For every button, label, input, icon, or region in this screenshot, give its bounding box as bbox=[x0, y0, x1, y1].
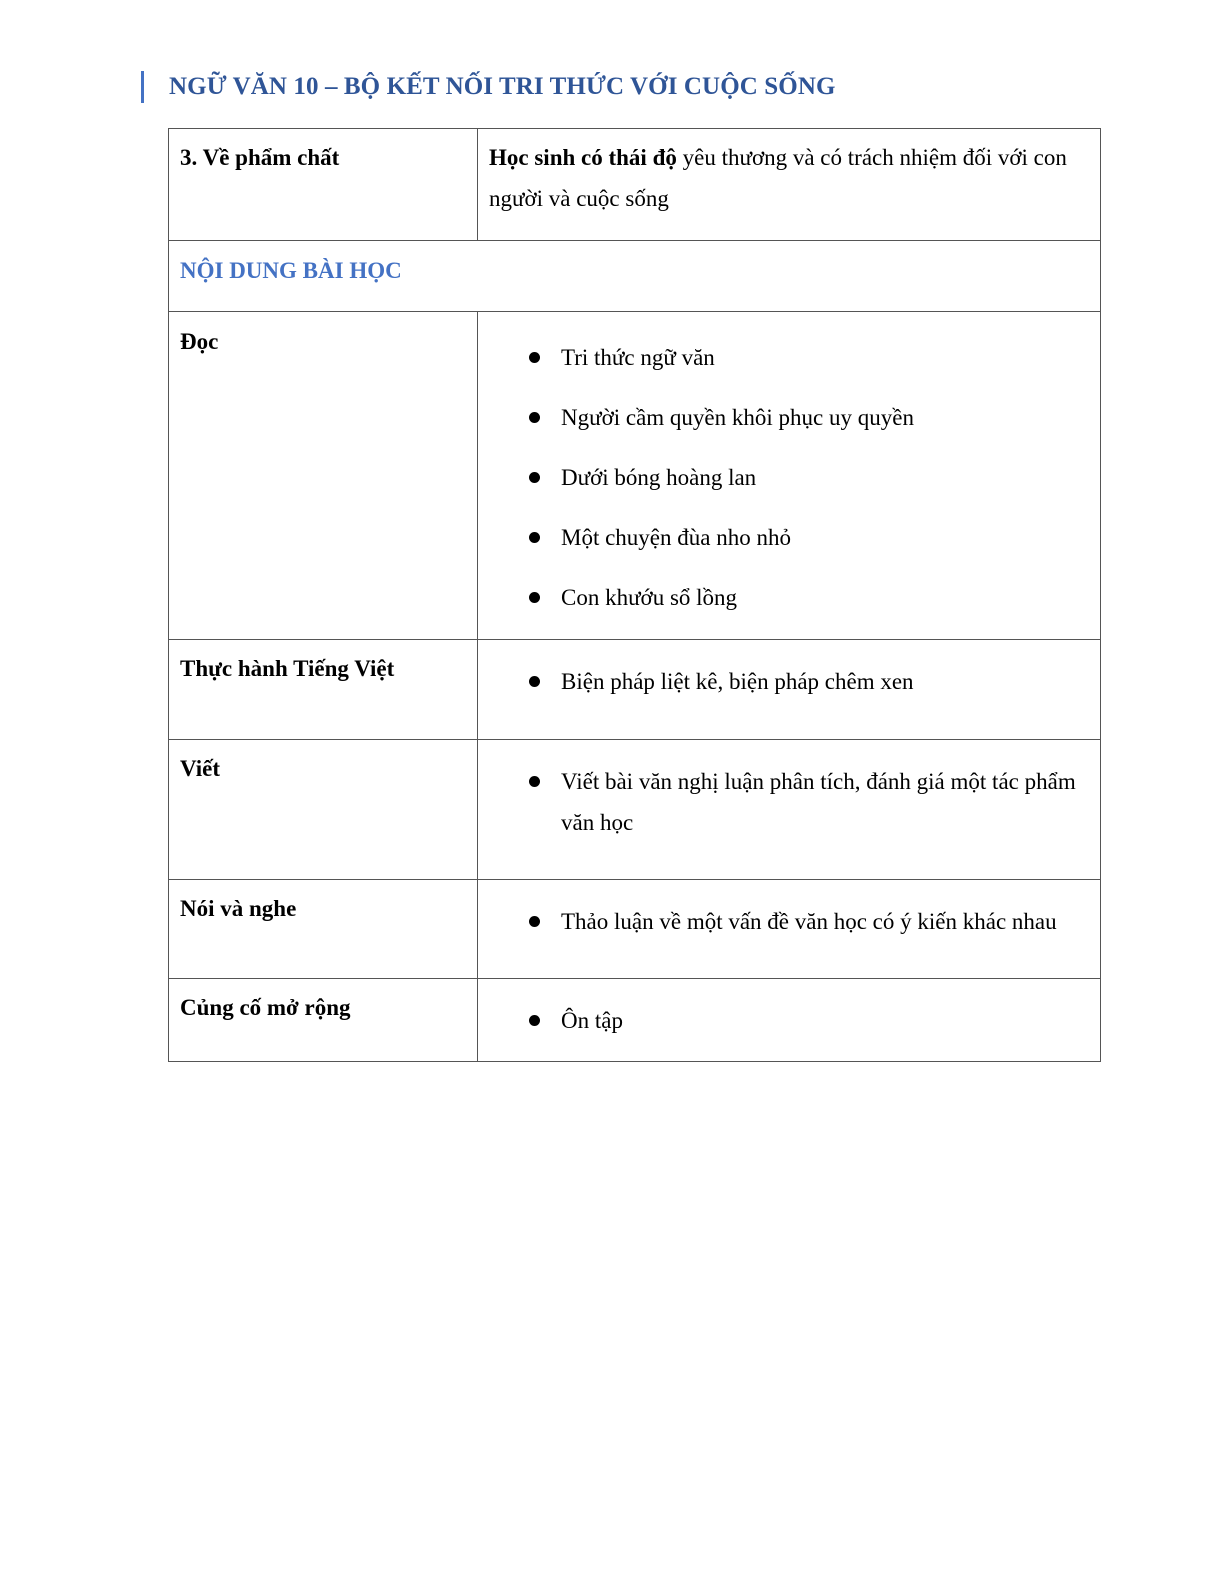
row-viet-list bbox=[489, 761, 1089, 843]
row-thuc-hanh-list bbox=[489, 661, 1089, 702]
row-viet-label-cell bbox=[169, 740, 478, 880]
row-quality-label: 3. Về phẩm chất bbox=[180, 145, 340, 170]
row-cung-co-list bbox=[489, 1000, 1089, 1041]
row-noi-nghe-label: Nói và nghe bbox=[180, 896, 297, 921]
row-cung-co-label: Củng cố mở rộng bbox=[180, 995, 351, 1020]
row-doc bbox=[169, 312, 1101, 640]
row-doc-list bbox=[489, 337, 1089, 618]
list-item: Tri thức ngữ văn bbox=[489, 337, 1089, 378]
list-item: Viết bài văn nghị luận phân tích, đánh giá một tác phẩm văn học bbox=[489, 761, 1089, 843]
row-thuc-hanh-label-cell bbox=[169, 640, 478, 740]
row-doc-label: Đọc bbox=[180, 329, 219, 354]
row-thuc-hanh bbox=[169, 640, 1101, 740]
row-cung-co-label-cell bbox=[169, 979, 478, 1062]
row-quality-content-bold: Học sinh có thái độ bbox=[489, 145, 677, 170]
list-item: Dưới bóng hoàng lan bbox=[489, 457, 1089, 498]
row-noi-nghe bbox=[169, 880, 1101, 979]
header-title: NGỮ VĂN 10 – BỘ KẾT NỐI TRI THỨC VỚI CUỘC SỐNG bbox=[169, 73, 836, 100]
page-header bbox=[141, 70, 836, 104]
list-item: Con khướu sổ lồng bbox=[489, 577, 1089, 618]
row-noi-nghe-label-cell bbox=[169, 880, 478, 979]
row-quality bbox=[169, 129, 1101, 241]
row-quality-content-rest: yêu thương và có trách nhiệm đối với con người và cuộc sống bbox=[489, 145, 1067, 211]
row-cung-co-content-cell bbox=[478, 979, 1101, 1062]
row-thuc-hanh-content-cell bbox=[478, 640, 1101, 740]
lesson-plan-table bbox=[168, 128, 1101, 1062]
row-noi-nghe-list bbox=[489, 901, 1089, 942]
row-viet bbox=[169, 740, 1101, 880]
section-title-cell bbox=[169, 241, 1101, 312]
row-section-title bbox=[169, 241, 1101, 312]
row-viet-label: Viết bbox=[180, 756, 221, 781]
list-item: Thảo luận về một vấn đề văn học có ý kiến khác nhau bbox=[489, 901, 1089, 942]
row-viet-content-cell bbox=[478, 740, 1101, 880]
row-thuc-hanh-label: Thực hành Tiếng Việt bbox=[180, 656, 395, 681]
row-noi-nghe-content-cell bbox=[478, 880, 1101, 979]
section-title: NỘI DUNG BÀI HỌC bbox=[180, 258, 402, 283]
row-doc-content-cell bbox=[478, 312, 1101, 640]
row-doc-label-cell bbox=[169, 312, 478, 640]
row-quality-content-cell bbox=[478, 129, 1101, 241]
list-item: Người cầm quyền khôi phục uy quyền bbox=[489, 397, 1089, 438]
row-cung-co bbox=[169, 979, 1101, 1062]
list-item: Một chuyện đùa nho nhỏ bbox=[489, 517, 1089, 558]
list-item: Ôn tập bbox=[489, 1000, 1089, 1041]
list-item: Biện pháp liệt kê, biện pháp chêm xen bbox=[489, 661, 1089, 702]
row-quality-label-cell bbox=[169, 129, 478, 241]
header-accent-bar bbox=[141, 71, 144, 103]
